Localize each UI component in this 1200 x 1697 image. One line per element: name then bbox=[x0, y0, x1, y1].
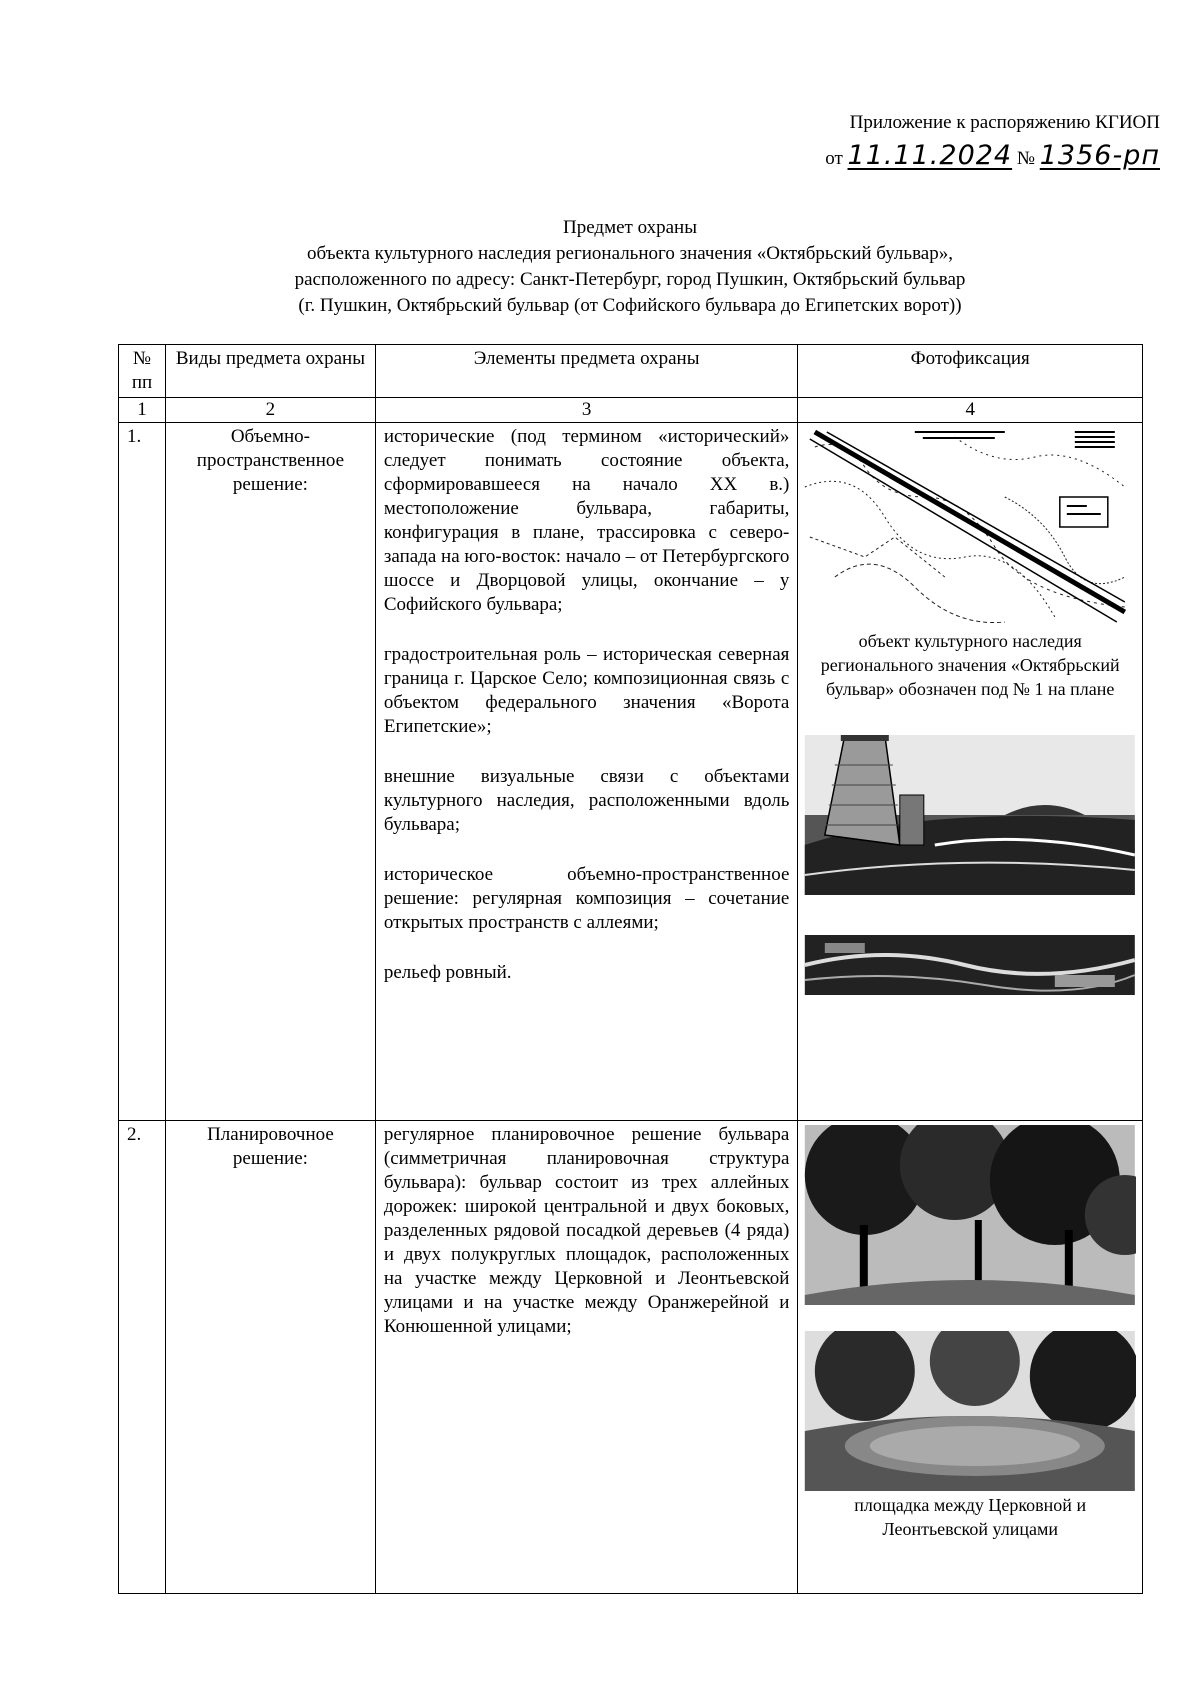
row-elements bbox=[375, 1121, 798, 1594]
title-line-1: Предмет охраны bbox=[563, 217, 697, 238]
boulevard-strip-photo bbox=[804, 935, 1136, 995]
order-number: 1356-рп bbox=[1039, 140, 1160, 171]
attachment-label: Приложение к распоряжению КГИОП bbox=[849, 112, 1160, 133]
title-line-3: расположенного по адресу: Санкт-Петербург, город Пушкин, Октябрьский бульвар bbox=[294, 269, 966, 290]
row-photos bbox=[798, 423, 1143, 1121]
element-paragraph: исторические (под термином «исторический» следует понимать состояние объекта, сформировавшееся на начало XX в.) местоположение бульвара, габариты, конфигурация в плане, трассировка с северо-запада на юго-восток: начало – от Петербургского шоссе и Дворцовой улицы, окончание – у Софийского бульвара; bbox=[383, 426, 790, 615]
header-photo: Фотофиксация bbox=[798, 345, 1143, 398]
row-kind: Планировочное решение: bbox=[165, 1121, 375, 1594]
row-number: 1. bbox=[119, 423, 166, 1121]
number-label: № bbox=[1016, 148, 1035, 169]
document-title bbox=[150, 215, 1110, 319]
column-number: 4 bbox=[798, 398, 1143, 423]
row-kind: Объемно-пространственное решение: bbox=[165, 423, 375, 1121]
header-elements: Элементы предмета охраны bbox=[375, 345, 798, 398]
protection-subject-table bbox=[118, 344, 1143, 1594]
column-number-row bbox=[119, 398, 1143, 423]
header-number: № пп bbox=[119, 345, 166, 398]
egyptian-gate-photo bbox=[804, 735, 1136, 895]
element-paragraph: рельеф ровный. bbox=[383, 962, 512, 983]
element-paragraph: внешние визуальные связи с объектами культурного наследия, расположенными вдоль бульвара; bbox=[383, 766, 790, 835]
column-number: 3 bbox=[375, 398, 798, 423]
row-photos bbox=[798, 1121, 1143, 1594]
semicircular-square-photo bbox=[804, 1331, 1136, 1491]
element-paragraph: историческое объемно-пространственное решение: регулярная композиция – сочетание открытых пространств с аллеями; bbox=[383, 864, 790, 933]
photo-caption: объект культурного наследия регионального значения «Октябрьский бульвар» обозначен под № 1 на плане bbox=[820, 631, 1120, 699]
from-label: от bbox=[825, 148, 843, 169]
tree-alley-photo bbox=[804, 1125, 1136, 1305]
site-plan-image bbox=[804, 427, 1136, 627]
row-number: 2. bbox=[119, 1121, 166, 1594]
order-number-line bbox=[700, 140, 1160, 171]
order-date: 11.11.2024 bbox=[847, 140, 1013, 171]
element-paragraph: градостроительная роль – историческая северная граница г. Царское Село; композиционная связь с объектом федерального значения «Ворота Египетские»; bbox=[383, 644, 790, 737]
title-line-4: (г. Пушкин, Октябрьский бульвар (от Софийского бульвара до Египетских ворот)) bbox=[298, 295, 962, 316]
attachment-header bbox=[700, 112, 1160, 171]
table-row bbox=[119, 1121, 1143, 1594]
element-paragraph: регулярное планировочное решение бульвара (симметричная планировочная структура бульвара): бульвар состоит из трех аллейных дорожек: широкой центральной и двух боковых, разделенных рядовой посадкой деревьев (4 ряда) и двух полукруглых площадок, расположенных на участке между Церковной и Леонтьевской улицами и на участке между Оранжерейной и Конюшенной улицами; bbox=[383, 1124, 790, 1337]
table-row bbox=[119, 423, 1143, 1121]
row-elements bbox=[375, 423, 798, 1121]
photo-caption: площадка между Церковной и Леонтьевской улицами bbox=[854, 1495, 1087, 1539]
table-header-row bbox=[119, 345, 1143, 398]
column-number: 2 bbox=[165, 398, 375, 423]
title-line-2: объекта культурного наследия регионального значения «Октябрьский бульвар», bbox=[307, 243, 953, 264]
header-kind: Виды предмета охраны bbox=[165, 345, 375, 398]
column-number: 1 bbox=[119, 398, 166, 423]
